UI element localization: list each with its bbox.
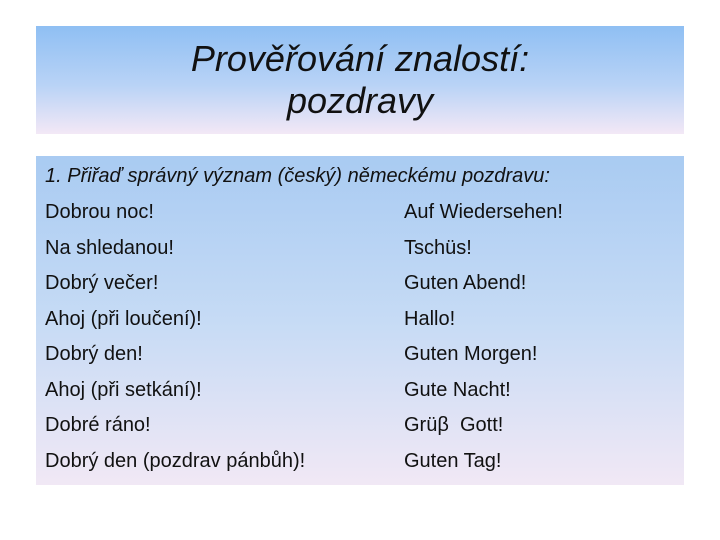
exercise-instruction: 1. Přiřaď správný význam (český) německému pozdravu: (45, 165, 550, 187)
german-greeting: Hallo! (404, 307, 456, 330)
czech-greeting: Dobrou noc! (45, 201, 154, 223)
german-greeting: Tschüs! (404, 236, 472, 259)
german-greeting: Gute Nacht! (404, 378, 511, 401)
german-greeting: Guten Abend! (404, 272, 527, 294)
czech-greeting: Dobrý večer! (45, 272, 159, 294)
title-line-2: pozdravy (286, 80, 434, 121)
title-line-1: Prověřování znalostí: (190, 38, 530, 79)
czech-greetings-list (45, 200, 305, 484)
german-greeting: Guten Tag! (404, 449, 502, 472)
exercise-panel (36, 156, 684, 485)
german-greeting: Auf Wiedersehen! (404, 201, 563, 223)
czech-greeting: Dobrý den! (45, 343, 143, 365)
german-greetings-list (404, 200, 563, 484)
czech-greeting: Na shledanou! (45, 236, 174, 259)
german-greeting: Guten Morgen! (404, 343, 538, 365)
title-banner (36, 26, 684, 134)
czech-greeting: Ahoj (při setkání)! (45, 378, 202, 401)
czech-greeting: Dobrý den (pozdrav pánbůh)! (45, 449, 306, 472)
czech-greeting: Dobré ráno! (45, 414, 151, 436)
czech-greeting: Ahoj (při loučení)! (45, 307, 202, 330)
german-greeting: Grüβ Gott! (404, 414, 504, 436)
